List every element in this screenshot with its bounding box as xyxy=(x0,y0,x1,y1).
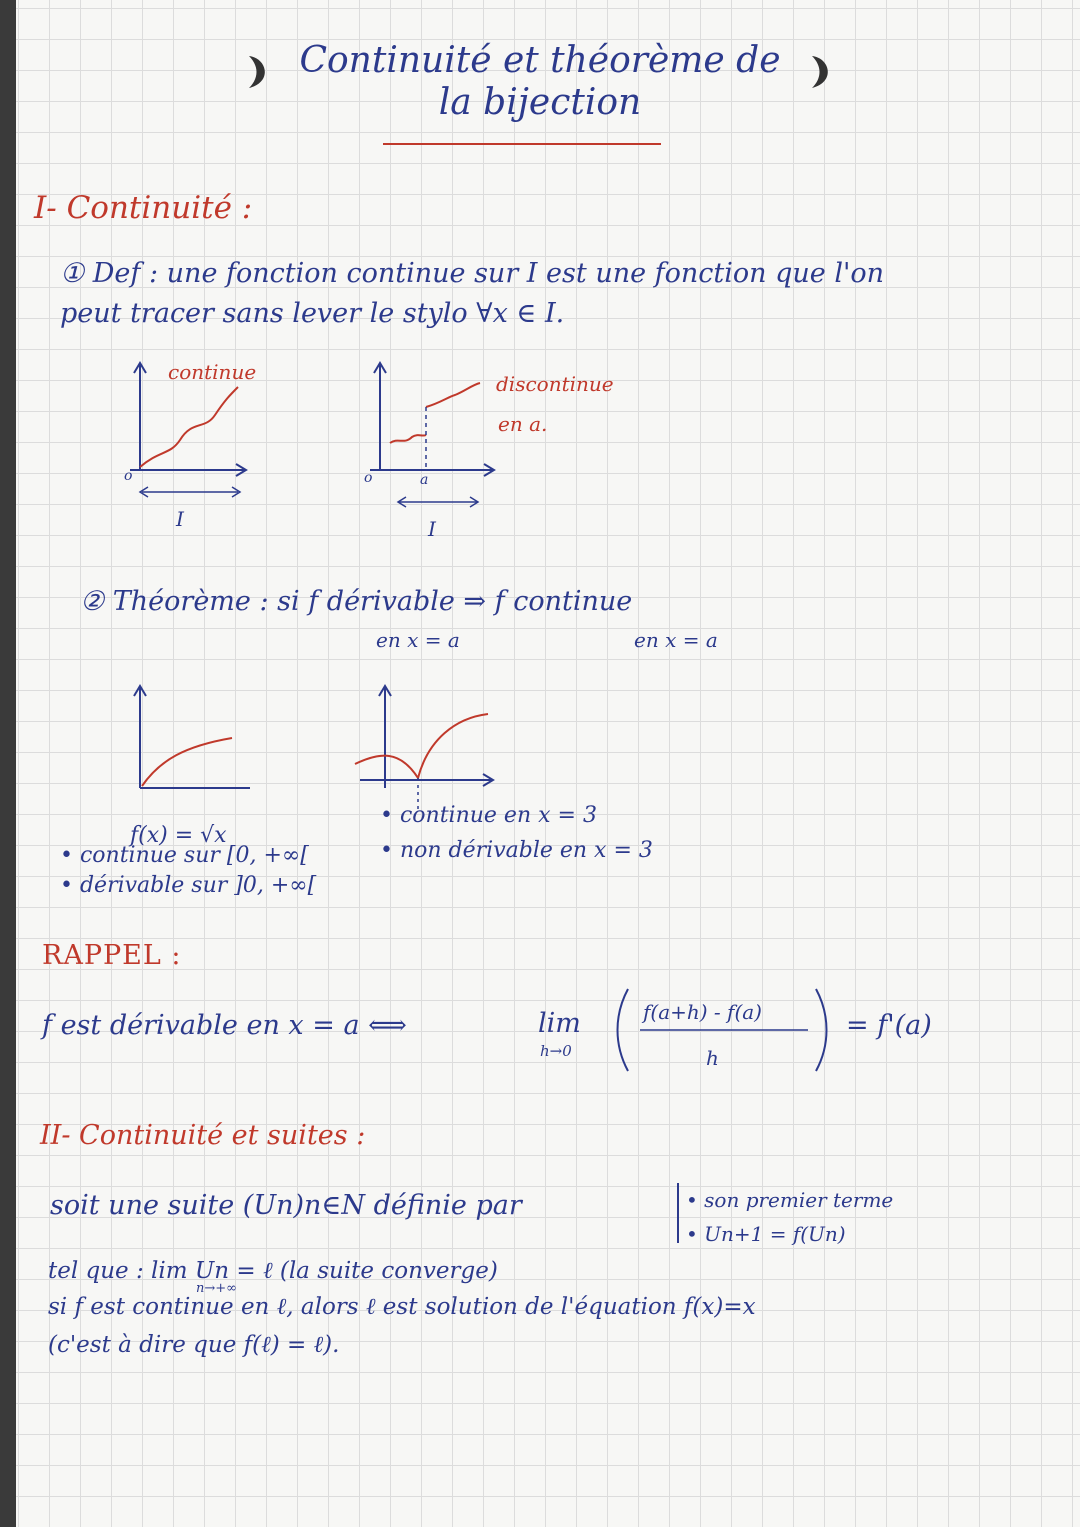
graph-sqrt xyxy=(120,680,280,820)
page-title-line1: Continuité et théorème de xyxy=(299,40,781,81)
example2-line1: • continue en x = 3 xyxy=(380,803,597,828)
graph2-a-label: a xyxy=(420,472,429,488)
page-title-line2: la bijection xyxy=(438,82,642,123)
condition-recurrence: • Un+1 = f(Un) xyxy=(686,1222,846,1246)
graph-non-differentiable xyxy=(350,680,510,820)
section2-heading: II- Continuité et suites : xyxy=(40,1120,366,1151)
graph2-interval: I xyxy=(428,517,436,541)
conditions-brace xyxy=(677,1183,679,1243)
section2-lim-sub: n→+∞ xyxy=(196,1281,237,1296)
rappel-parentheses xyxy=(612,985,832,1075)
graph2-label1: discontinue xyxy=(496,372,614,396)
section2-line3: si f est continue en ℓ, alors ℓ est solution de l'équation f(x)=x xyxy=(48,1294,756,1320)
graph1-label: continue xyxy=(168,360,257,384)
graph1-interval: I xyxy=(176,507,184,531)
definition-line1: ① Def : une fonction continue sur I est une fonction que l'on xyxy=(60,258,885,289)
rappel-numerator: f(a+h) - f(a) xyxy=(643,1000,762,1024)
example1-function: f(x) = √x xyxy=(130,823,227,848)
section2-line4: (c'est à dire que f(ℓ) = ℓ). xyxy=(48,1332,340,1358)
rappel-lim: lim xyxy=(538,1008,581,1039)
graph1-origin: o xyxy=(124,468,133,484)
example1-line2: • dérivable sur ]0, +∞[ xyxy=(60,873,317,898)
title-underline xyxy=(383,143,661,145)
section2-line1: soit une suite (Un)n∈N définie par xyxy=(50,1190,522,1221)
theorem: ② Théorème : si f dérivable ⇒ f continue xyxy=(80,586,633,617)
theorem-sub2: en x = a xyxy=(634,628,718,652)
theorem-sub1: en x = a xyxy=(376,628,460,652)
graph2-origin: o xyxy=(364,470,373,486)
condition-first-term: • son premier terme xyxy=(686,1188,894,1212)
rappel-statement: f est dérivable en x = a ⟺ xyxy=(42,1010,407,1041)
example1-line1: • continue sur [0, +∞[ xyxy=(60,843,309,868)
notebook-margin xyxy=(0,0,16,1527)
example2-line2: • non dérivable en x = 3 xyxy=(380,838,653,863)
graph2-label2: en a. xyxy=(498,412,548,436)
rappel-heading: RAPPEL : xyxy=(42,940,182,971)
rappel-result: = f'(a) xyxy=(846,1010,932,1041)
rappel-denominator: h xyxy=(706,1046,719,1070)
definition-line2: peut tracer sans lever le stylo ∀x ∈ I. xyxy=(60,298,565,329)
section2-line2: tel que : lim Un = ℓ (la suite converge) xyxy=(48,1258,498,1284)
rappel-lim-sub: h→0 xyxy=(540,1042,572,1060)
section1-heading: I- Continuité : xyxy=(34,190,253,226)
